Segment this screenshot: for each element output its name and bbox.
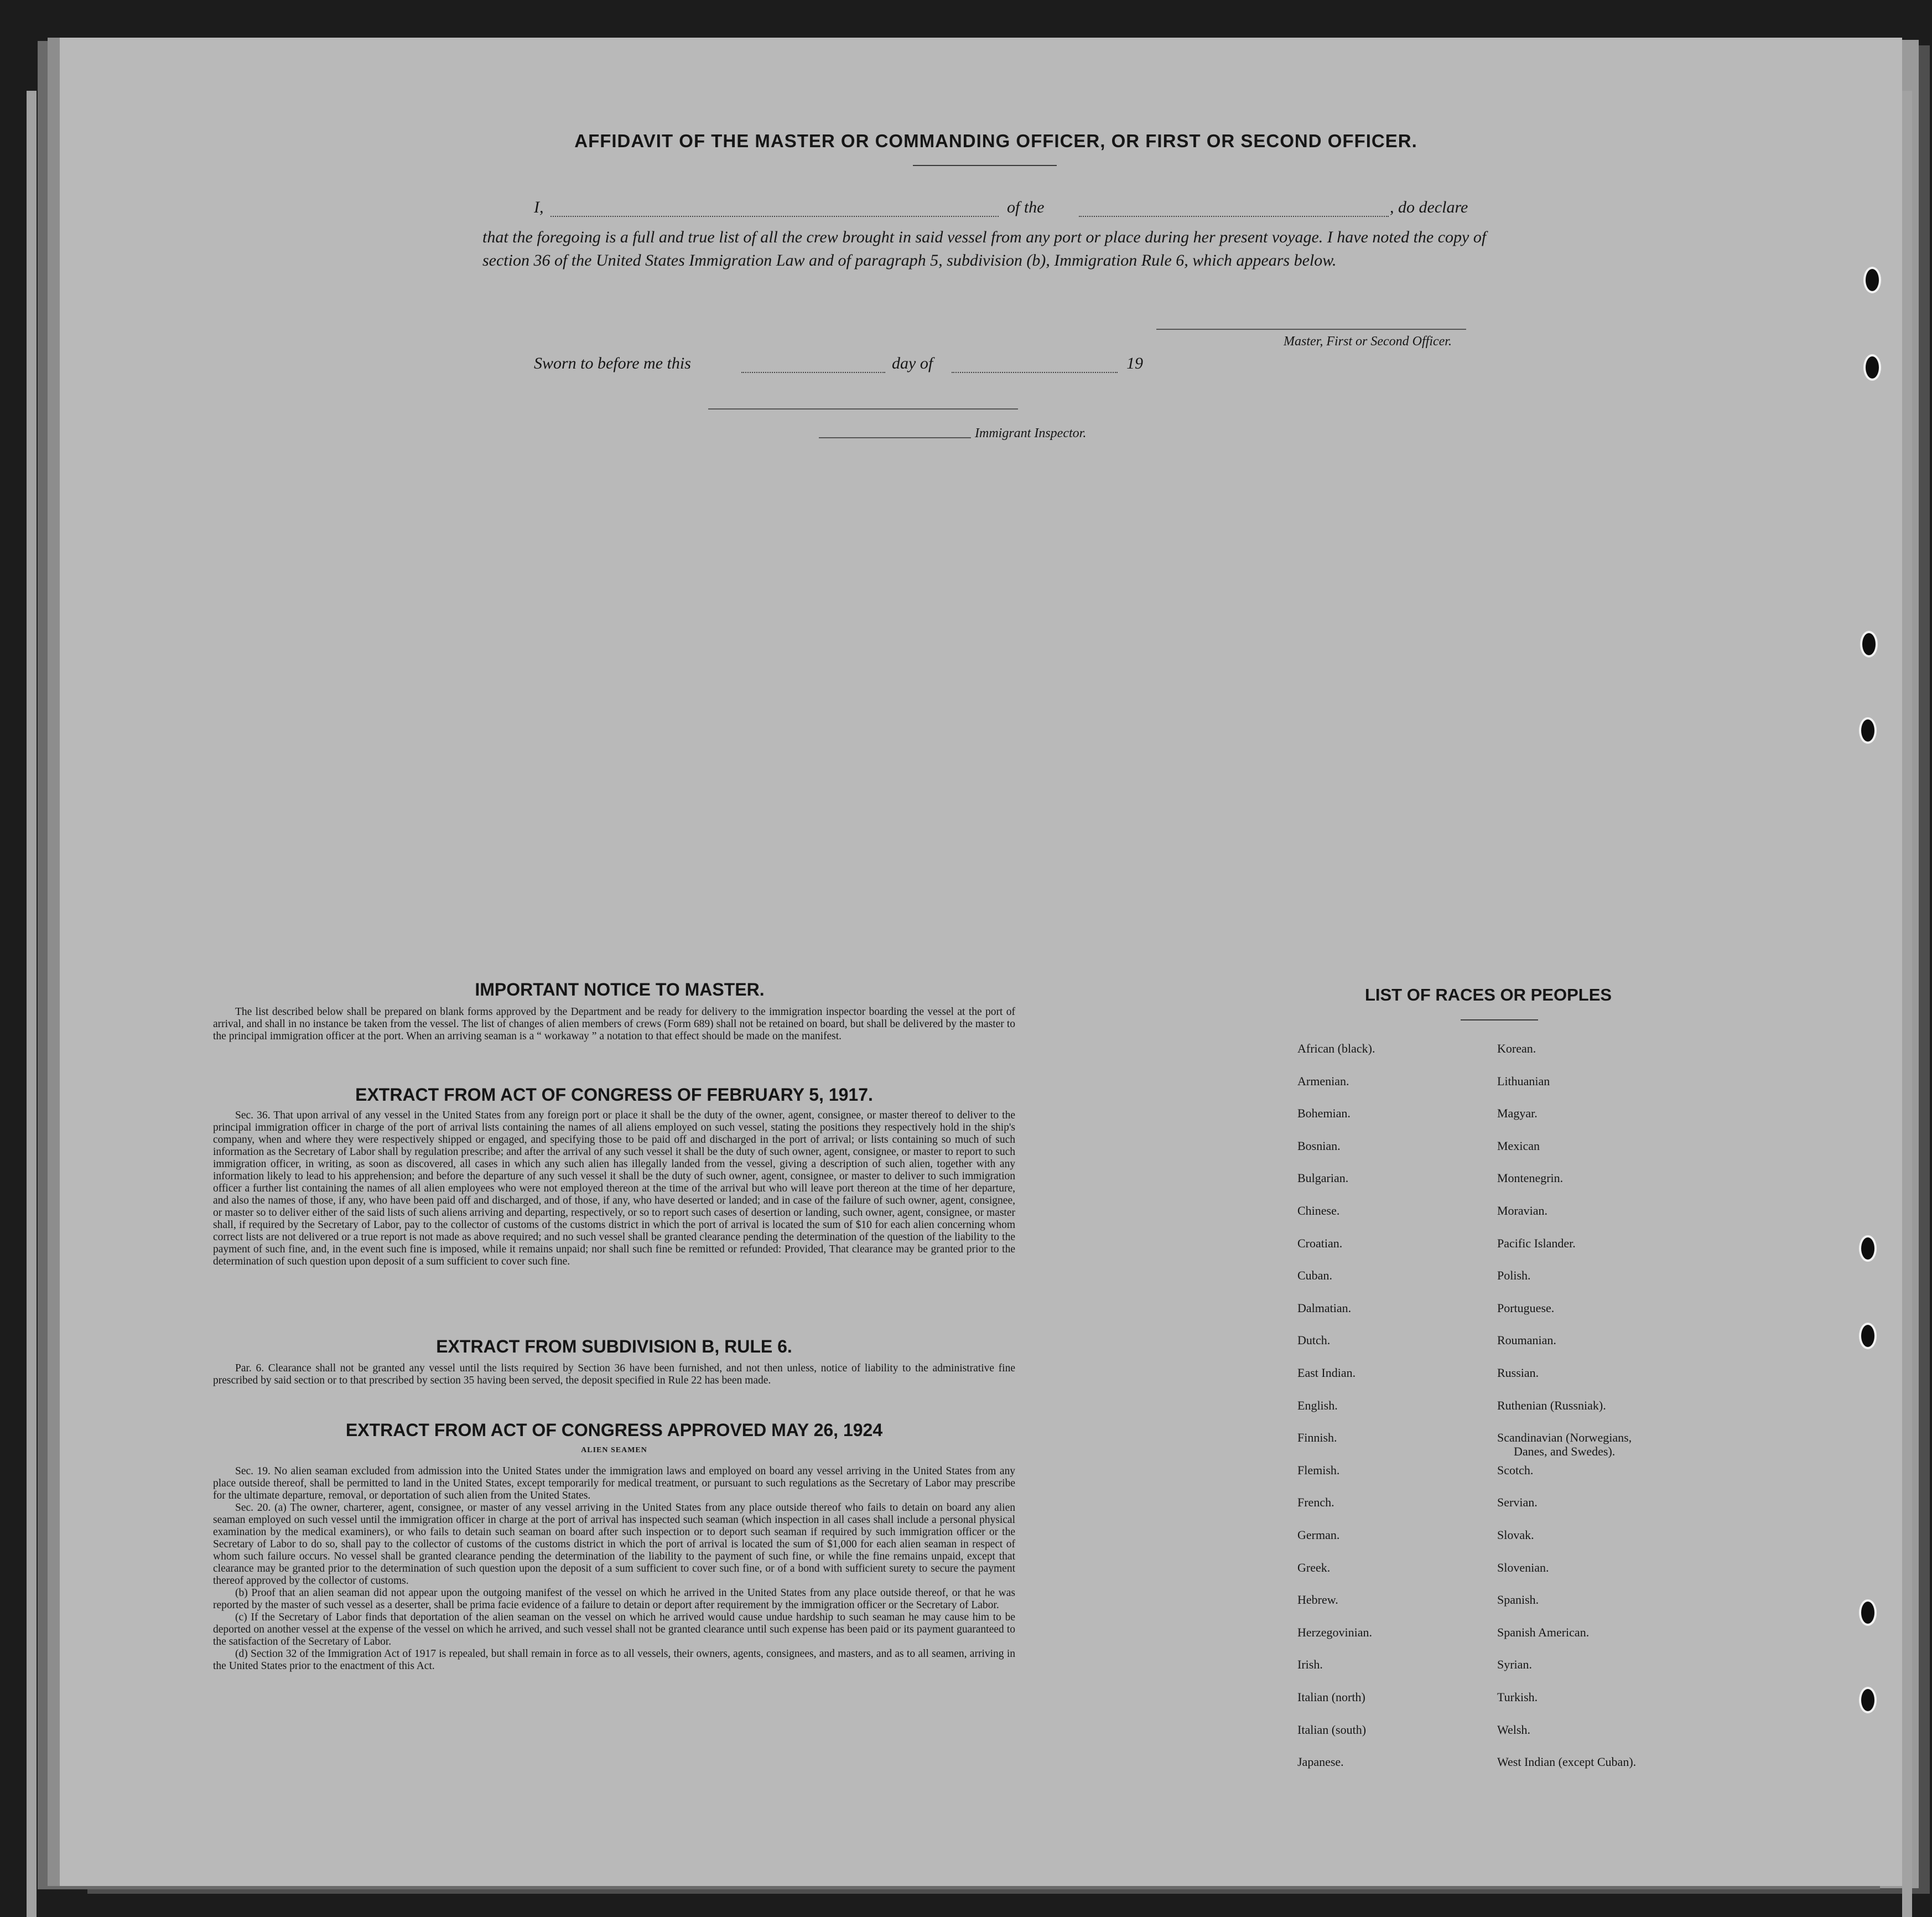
heading-underline [913,165,1057,166]
sworn-month-field[interactable] [952,372,1118,373]
notice-text [213,1006,1015,1043]
race-right-item: Spanish. [1497,1593,1539,1607]
race-right-item: West Indian (except Cuban). [1497,1755,1637,1769]
master-signature-field[interactable] [1156,329,1466,330]
page-edge-right [1902,91,1912,1917]
declarant-label: I, [534,198,544,216]
race-left-item: Italian (north) [1297,1690,1365,1704]
race-right-item: Servian. [1497,1495,1538,1509]
declare-label: , do declare [1390,198,1468,216]
alien-seamen-subheading: ALIEN SEAMEN [581,1446,647,1454]
inspector-label: Immigrant Inspector. [975,426,1087,441]
sec-20d-paragraph: (d) Section 32 of the Immigration Act of 1917 is repealed, but shall remain in force as to all vessels, their owners, agents, consignees, and masters, and as to all seamen, arriving in the United States prior to the enactment of this Act. [213,1648,1015,1672]
sworn-prefix: Sworn to before me this [534,354,691,372]
binder-hole [1859,717,1877,744]
race-left-item: Cuban. [1297,1268,1332,1282]
race-right-item: Roumanian. [1497,1333,1556,1347]
sworn-day-of: day of [892,354,933,372]
vessel-name-field[interactable] [1079,216,1389,217]
race-left-item: Chinese. [1297,1204,1340,1217]
sec-19-paragraph: Sec. 19. No alien seaman excluded from admission into the United States under the immigration laws and employed on board any vessel arriving in the United States from any place outside thereof, shall be permitted to land in the United States, except temporarily for medical treatment, or pursuant to such regulations as the Secretary of Labor may prescribe for the ultimate departure, removal, or deportation of such alien from the United States. [213,1465,1015,1501]
race-left-item: Irish. [1297,1657,1323,1671]
race-left-item: Dutch. [1297,1333,1331,1347]
race-scandinavian-continued: Danes, and Swedes). [1514,1444,1616,1458]
extract-1924-heading: EXTRACT FROM ACT OF CONGRESS APPROVED MAY 26, 1924 [345,1420,883,1440]
master-signature-label: Master, First or Second Officer. [1284,334,1452,349]
race-right-item: Ruthenian (Russniak). [1497,1398,1606,1412]
race-right-item: Welsh. [1497,1723,1530,1737]
race-right-item: Spanish American. [1497,1625,1590,1639]
inspector-signature-field[interactable] [819,437,971,438]
affidavit-body: that the foregoing is a full and true list of all the crew brought in said vessel from any port or place during her present voyage. I have noted the copy of section 36 of the United States Immigration Law and of paragraph 5, subdivision (b), Immigration Rule 6, which appears below. [482,228,1487,270]
race-right-item: Scandinavian (Norwegians, [1497,1431,1632,1444]
race-right-item: Montenegrin. [1497,1171,1564,1185]
race-left-item: Herzegovinian. [1297,1625,1372,1639]
extract-1917-text [213,1110,1015,1268]
race-left-item: French. [1297,1495,1334,1509]
race-left-item: East Indian. [1297,1366,1356,1380]
races-underline [1461,1019,1538,1020]
race-right-item: Pacific Islander. [1497,1236,1576,1250]
race-right-item: Russian. [1497,1366,1539,1380]
binder-hole [1859,1599,1877,1626]
race-right-item: Moravian. [1497,1204,1548,1217]
affidavit-heading: AFFIDAVIT OF THE MASTER OR COMMANDING OFFICER, OR FIRST OR SECOND OFFICER. [574,131,1417,151]
race-left-item: Bohemian. [1297,1106,1351,1120]
extract-1917-heading: EXTRACT FROM ACT OF CONGRESS OF FEBRUARY 5, 1917. [355,1085,873,1105]
race-left-item: African (black). [1297,1042,1375,1055]
extract-1924-text [213,1465,1015,1672]
race-right-item: Korean. [1497,1042,1536,1055]
race-left-item: Croatian. [1297,1236,1343,1250]
binder-hole [1859,1323,1877,1349]
binder-hole [1859,1687,1877,1713]
sec-20a-paragraph: Sec. 20. (a) The owner, charterer, agent, consignee, or master of any vessel arriving in the United States from any place outside thereof who fails to detain on board any alien seaman employed on such vessel until the immigration officer in charge at the port of arrival has inspected such seaman (which inspection in all cases shall include a personal physical examination by the medical examiners), or who fails to detain such seaman on board after such inspection or to deport such seaman if required by such immigration officer or the Secretary of Labor to do so, shall pay to the collector of customs of the customs district in which the port of arrival is located the sum of $1,000 for each alien seaman in respect of whom such failure occurs. No vessel shall be granted clearance pending the determination of the liability to the payment of such fine, or while the fine remains unpaid, except that clearance may be granted prior to the determination of such question upon the deposit of a sum sufficient to cover such fine, or of a bond with sufficient surety to secure the payment thereof approved by the collector of customs. [213,1502,1015,1587]
binder-hole [1859,1235,1877,1262]
race-left-item: Bosnian. [1297,1139,1341,1153]
declarant-name-field[interactable] [550,216,999,217]
race-right-item: Slovak. [1497,1528,1534,1542]
race-right-item: Lithuanian [1497,1074,1550,1088]
page-edge-left [27,91,37,1917]
races-heading: LIST OF RACES OR PEOPLES [1364,985,1612,1004]
race-right-item: Turkish. [1497,1690,1538,1704]
extract-rule6-text [213,1362,1015,1387]
sec-20b-paragraph: (b) Proof that an alien seaman did not appear upon the outgoing manifest of the vessel on which he arrived in the United States from any place outside thereof, or that he was reported by the master of such vessel as a deserter, shall be prima facie evidence of a failure to detain or deport after requirement by the immigration officer or the Secretary of Labor. [213,1587,1015,1611]
race-right-item: Syrian. [1497,1657,1532,1671]
race-right-item: Polish. [1497,1268,1531,1282]
race-left-item: Flemish. [1297,1463,1340,1477]
extract-rule6-paragraph: Par. 6. Clearance shall not be granted any vessel until the lists required by Section 36 have been furnished, and not then unless, notice of liability to the administrative fine prescribed by said section or to that prescribed by section 35 having been served, the deposit specified in Rule 22 has been made. [213,1362,1015,1386]
race-left-item: Italian (south) [1297,1723,1367,1737]
extract-rule6-heading: EXTRACT FROM SUBDIVISION B, RULE 6. [436,1336,792,1356]
race-left-item: Armenian. [1297,1074,1349,1088]
race-right-item: Portuguese. [1497,1301,1555,1315]
race-left-item: Hebrew. [1297,1593,1338,1607]
binder-hole [1863,267,1881,293]
race-left-item: Finnish. [1297,1431,1337,1444]
race-right-item: Scotch. [1497,1463,1534,1477]
race-right-item: Magyar. [1497,1106,1538,1120]
binder-hole [1863,354,1881,381]
vessel-of-label: of the [1007,198,1045,216]
race-left-item: German. [1297,1528,1340,1542]
sec-20c-paragraph: (c) If the Secretary of Labor finds that deportation of the alien seaman on the vessel on which he arrived would cause undue hardship to such seaman he may cause him to be deported on another vessel at the expense of the vessel on which he arrived, and such vessel shall not be granted clearance until such expense has been paid or its payment guaranteed to the satisfaction of the Secretary of Labor. [213,1612,1015,1647]
notice-paragraph: The list described below shall be prepared on blank forms approved by the Department and be ready for delivery to the immigration inspector boarding the vessel at the port of arrival, and shall in no instance be taken from the vessel. The list of changes of alien members of crews (Form 689) shall not be retained on board, but shall be delivered by the master to the principal immigration officer at the port. When an arriving seaman is a “ workaway ” a notation to that effect should be made on the manifest. [213,1006,1015,1042]
race-right-item: Mexican [1497,1139,1540,1153]
sworn-day-field[interactable] [741,372,885,373]
inspector-line-1 [708,408,1018,410]
notice-heading: IMPORTANT NOTICE TO MASTER. [475,980,765,999]
race-left-item: Dalmatian. [1297,1301,1352,1315]
sworn-year: 19 [1126,354,1143,372]
race-left-item: Bulgarian. [1297,1171,1349,1185]
race-right-item: Slovenian. [1497,1561,1549,1574]
extract-1917-paragraph: Sec. 36. That upon arrival of any vessel in the United States from any foreign port or place it shall be the duty of the owner, agent, consignee, or master thereof to deliver to the principal immigration officer in charge of the port of arrival lists containing the names of all aliens employed on such vessel, stating the positions they respectively hold in the ship's company, when and where they were respectively shipped or engaged, and specifying those to be paid off and discharged in the port of arrival; or lists containing so much of such information as the Secretary of Labor shall by regulation prescribe; and after the arrival of any such vessel it shall be the duty of such owner, agent, consignee, or master to report to such immigration officer, in writing, as soon as discovered, all cases in which any such alien has illegally landed from the vessel, giving a description of such alien, together with any information likely to lead to his apprehension; and before the departure of any such vessel it shall be the duty of such owner, agent, consignee, or master to deliver to such immigration officer a further list containing the names of all alien employees who were not employed thereon at the time of the arrival but who will leave port thereon at the time of her departure, and also the names of those, if any, who have been paid off and discharged, and of those, if any, who have deserted or landed; and in case of the failure of such owner, agent, consignee, or master so to deliver either of the said lists of such aliens arriving and departing, respectively, or so to report such cases of desertion or landing, such owner, agent, consignee, or master shall, if required by the Secretary of Labor, pay to the collector of customs of the customs district in which the port of arrival is located the sum of $10 for each alien concerning whom correct lists are not delivered or a true report is not made as above required; and no such vessel shall be granted clearance pending the determination of the question of the liability to the payment of such fine, and, in the event such fine is imposed, while it remains unpaid; nor shall such fine be remitted or refunded: Provided, That clearance may be granted prior to the determination of such question upon deposit of a sum sufficient to cover such fine. [213,1110,1015,1267]
race-left-item: Greek. [1297,1561,1331,1574]
binder-hole [1860,631,1878,657]
race-left-item: Japanese. [1297,1755,1344,1769]
race-left-item: English. [1297,1398,1338,1412]
